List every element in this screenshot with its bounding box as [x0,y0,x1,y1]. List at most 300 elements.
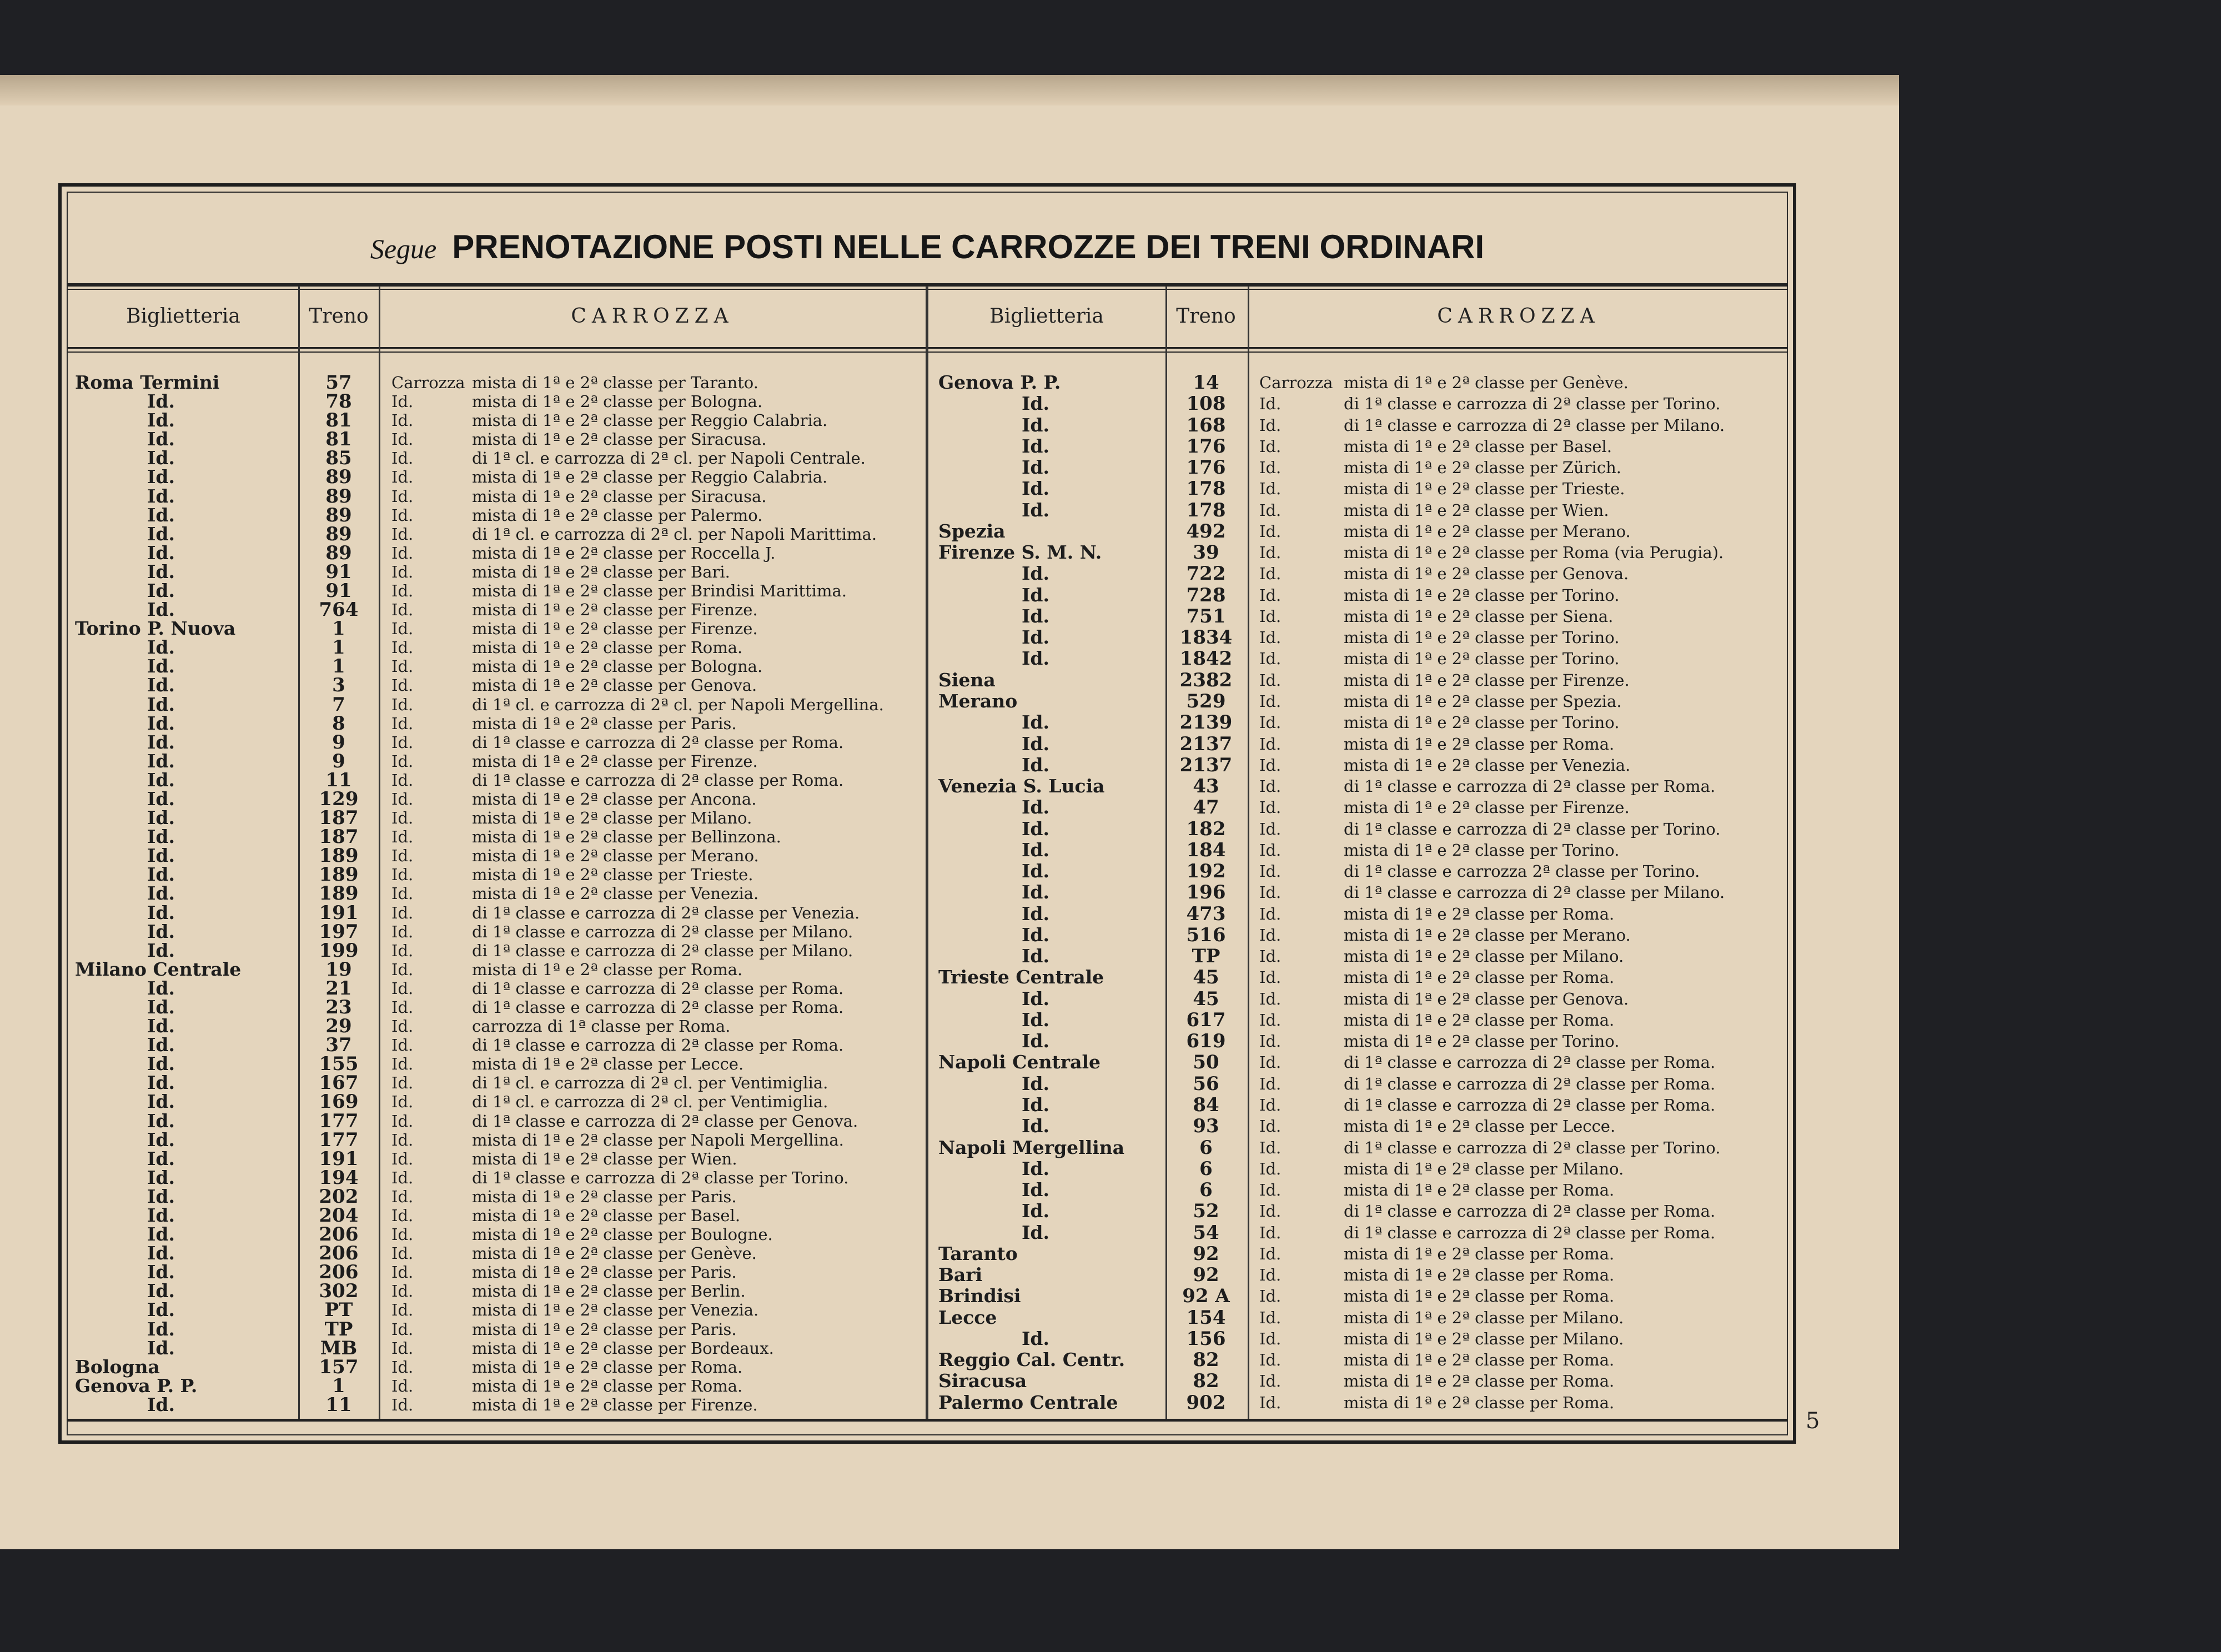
train-number: 189 [319,845,359,867]
carriage-description: mista di 1ª e 2ª classe per Zürich. [1344,458,1622,478]
train-number: 54 [1193,1221,1219,1244]
station-name: Id. [1022,1115,1049,1137]
train-number: 57 [325,371,352,394]
carrozza-label: Id. [1259,564,1282,584]
col-divider [379,286,380,1419]
carrozza-label: Id. [1259,989,1282,1008]
station-name: Genova P. P. [75,1374,198,1397]
carrozza-label: Id. [391,1357,414,1377]
carrozza-label: Id. [1259,755,1282,775]
train-number: 108 [1186,393,1226,415]
train-number: 47 [1193,796,1219,819]
carriage-description: mista di 1ª e 2ª classe per Firenze. [1344,670,1630,690]
train-number: 191 [319,1147,359,1170]
station-name: Id. [147,1223,175,1246]
carrozza-label: Id. [391,392,414,411]
station-name: Id. [1022,1008,1049,1031]
train-number: 199 [319,939,359,962]
page-number: 5 [1806,1408,1820,1434]
carrozza-label: Id. [391,619,414,639]
train-number: 191 [319,901,359,924]
station-name: Brindisi [938,1285,1021,1307]
carrozza-label: Id. [391,827,414,847]
train-number: 52 [1193,1200,1219,1223]
station-name: Id. [1022,414,1049,436]
carriage-description: mista di 1ª e 2ª classe per Palermo. [472,505,763,525]
train-number: 82 [1193,1349,1219,1372]
station-name: Id. [147,1128,175,1151]
carriage-description: mista di 1ª e 2ª classe per Torino. [1344,649,1620,669]
carriage-description: mista di 1ª e 2ª classe per Roma. [472,960,743,979]
station-name: Id. [1022,647,1049,670]
header-treno: Treno [1176,305,1236,328]
station-name: Reggio Cal. Centr. [938,1349,1125,1371]
station-name: Id. [147,1299,175,1321]
carrozza-label: Id. [391,581,414,600]
carrozza-label: Id. [391,676,414,695]
col-divider [298,286,300,1419]
train-number: 6 [1199,1136,1213,1159]
carriage-description: di 1ª classe e carrozza di 2ª classe per Torino. [1344,394,1721,414]
carriage-description: di 1ª classe e carrozza di 2ª classe per Genova. [472,1111,858,1131]
train-number: 14 [1193,371,1219,394]
station-name: Id. [1022,1200,1049,1222]
carriage-description: mista di 1ª e 2ª classe per Torino. [1344,1032,1620,1051]
train-number: 37 [325,1034,352,1057]
carriage-description: mista di 1ª e 2ª classe per Bologna. [472,657,763,676]
carriage-description: mista di 1ª e 2ª classe per Siracusa. [472,430,767,449]
carriage-description: mista di 1ª e 2ª classe per Firenze. [472,1395,758,1414]
carriage-description: mista di 1ª e 2ª classe per Merano. [1344,521,1631,541]
carrozza-label: Id. [391,1036,414,1055]
carrozza-label: Id. [391,770,414,790]
station-name: Id. [147,447,175,469]
carrozza-label: Id. [1259,1266,1282,1285]
carriage-description: mista di 1ª e 2ª classe per Paris. [472,1187,737,1206]
station-name: Id. [1022,902,1049,925]
train-number: PT [324,1299,353,1322]
train-number: 81 [325,409,352,432]
carrozza-label: Id. [391,1073,414,1093]
carriage-description: mista di 1ª e 2ª classe per Milano. [1344,1329,1624,1348]
carriage-description: mista di 1ª e 2ª classe per Genova. [1344,564,1629,584]
train-number: 7 [332,693,345,716]
station-name: Id. [147,636,175,659]
train-number: 23 [325,996,352,1018]
station-name: Id. [147,1072,175,1094]
train-number: 11 [325,769,352,791]
train-number: 722 [1186,563,1226,585]
station-name: Id. [147,580,175,601]
carrozza-label: Id. [1259,479,1282,499]
station-name: Id. [147,674,175,696]
train-number: 11 [325,1393,352,1416]
train-number: 187 [319,826,359,848]
carrozza-label: Id. [391,960,414,979]
carriage-description: mista di 1ª e 2ª classe per Siena. [1344,606,1614,626]
carriage-description: di 1ª classe e carrozza di 2ª classe per Venezia. [472,903,860,922]
carriage-description: mista di 1ª e 2ª classe per Bologna. [472,392,763,411]
station-name: Id. [147,1185,175,1207]
carriage-description: mista di 1ª e 2ª classe per Paris. [472,1319,737,1339]
carrozza-label: Id. [1259,1181,1282,1200]
station-name: Bari [938,1264,983,1286]
carriage-description: di 1ª classe e carrozza di 2ª classe per Roma. [1344,777,1716,796]
carrozza-label: Id. [1259,1329,1282,1348]
carrozza-label: Id. [1259,819,1282,838]
carriage-description: mista di 1ª e 2ª classe per Firenze. [1344,798,1630,817]
carrozza-label: Id. [1259,394,1282,414]
station-name: Id. [147,523,175,545]
carrozza-label: Id. [1259,862,1282,881]
station-name: Spezia [938,520,1006,542]
carrozza-label: Id. [391,1263,414,1282]
carriage-description: di 1ª cl. e carrozza di 2ª cl. per Ventimiglia. [472,1073,828,1093]
carriage-description: mista di 1ª e 2ª classe per Roma. [1344,734,1615,754]
carriage-description: mista di 1ª e 2ª classe per Lecce. [1344,1117,1616,1136]
carrozza-label: Id. [391,865,414,885]
carriage-description: mista di 1ª e 2ª classe per Roma. [1344,1244,1615,1263]
train-number: 529 [1186,690,1226,712]
train-number: 176 [1186,435,1226,458]
carrozza-label: Id. [1259,1032,1282,1051]
carrozza-label: Id. [391,430,414,449]
carriage-description: mista di 1ª e 2ª classe per Firenze. [472,619,758,639]
carrozza-label: Id. [1259,1117,1282,1136]
train-number: 6 [1199,1157,1213,1180]
carriage-description: mista di 1ª e 2ª classe per Genève. [1344,373,1629,392]
carrozza-label: Id. [1259,500,1282,520]
train-number: 9 [332,750,345,772]
station-name: Id. [1022,881,1049,903]
station-name: Id. [1022,838,1049,861]
station-name: Roma Termini [75,371,220,393]
station-name: Id. [1022,1157,1049,1179]
station-name: Id. [147,560,175,583]
train-number: 1842 [1179,647,1233,670]
train-number: 189 [319,882,359,905]
station-name: Id. [147,1147,175,1169]
carrozza-label: Id. [391,1395,414,1414]
train-number: 187 [319,807,359,830]
carrozza-label: Id. [391,1225,414,1244]
train-number: 184 [1186,838,1226,861]
train-number: 8 [332,712,345,735]
header-treno: Treno [309,305,369,328]
train-number: TP [1192,945,1220,968]
carriage-description: mista di 1ª e 2ª classe per Roma. [472,638,743,657]
carriage-description: di 1ª classe e carrozza di 2ª classe per Roma. [1344,1053,1716,1072]
carrozza-label: Id. [1259,734,1282,754]
train-number: 751 [1186,605,1226,627]
carriage-description: mista di 1ª e 2ª classe per Roma. [1344,1266,1615,1285]
carriage-description: mista di 1ª e 2ª classe per Genève. [472,1244,757,1263]
carrozza-label: Id. [391,1055,414,1074]
carriage-description: mista di 1ª e 2ª classe per Genova. [1344,989,1629,1008]
train-number: 89 [325,466,352,489]
col-divider [1248,286,1249,1419]
carriage-description: mista di 1ª e 2ª classe per Torino. [1344,840,1620,860]
title-prefix: Segue [370,233,437,264]
train-number: 156 [1186,1327,1226,1350]
carriage-description: mista di 1ª e 2ª classe per Spezia. [1344,691,1622,711]
station-name: Id. [1022,1179,1049,1201]
carrozza-label: Id. [391,732,414,752]
station-name: Id. [147,1109,175,1132]
header-biglietteria: Biglietteria [126,305,240,328]
carriage-description: di 1ª classe e carrozza di 2ª classe per Roma. [1344,1096,1716,1115]
carriage-description: mista di 1ª e 2ª classe per Roma. [1344,904,1615,923]
carrozza-label: Carrozza [1259,373,1333,392]
carrozza-label: Id. [391,449,414,468]
train-number: 182 [1186,817,1226,840]
carrozza-label: Id. [1259,1138,1282,1157]
carriage-description: mista di 1ª e 2ª classe per Reggio Calabria. [472,411,828,430]
carrozza-label: Id. [1259,1074,1282,1093]
station-name: Siena [938,669,996,691]
carrozza-label: Id. [391,903,414,922]
carrozza-label: Id. [391,1187,414,1206]
carrozza-label: Id. [391,1282,414,1301]
station-name: Id. [1022,584,1049,606]
carriage-description: mista di 1ª e 2ª classe per Reggio Calabria. [472,468,828,487]
carriage-description: di 1ª classe e carrozza di 2ª classe per Roma. [1344,1202,1716,1221]
station-name: Palermo Centrale [938,1391,1118,1413]
carrozza-label: Id. [1259,649,1282,669]
train-number: 19 [325,958,352,981]
station-name: Id. [147,1166,175,1188]
train-number: 45 [1193,987,1219,1010]
carrozza-label: Id. [1259,840,1282,860]
carrozza-label: Id. [1259,415,1282,435]
carriage-description: mista di 1ª e 2ª classe per Milano. [1344,1308,1624,1327]
carrozza-label: Id. [391,1168,414,1187]
station-name: Id. [147,1204,175,1226]
carriage-description: mista di 1ª e 2ª classe per Taranto. [472,373,758,392]
carrozza-label: Id. [1259,628,1282,647]
carrozza-label: Id. [1259,521,1282,541]
header-carrozza: CARROZZA [571,305,734,328]
train-number: 3 [332,674,345,697]
carrozza-label: Id. [391,714,414,733]
carriage-description: di 1ª classe e carrozza 2ª classe per Torino. [1344,862,1700,881]
station-name: Taranto [938,1242,1018,1264]
train-number: 204 [319,1204,359,1227]
carrozza-label: Id. [391,1319,414,1339]
carrozza-label: Id. [1259,1053,1282,1072]
station-name: Id. [147,788,175,810]
carrozza-label: Id. [391,638,414,657]
train-number: 619 [1186,1030,1226,1053]
train-number: 167 [319,1072,359,1094]
carrozza-label: Id. [391,978,414,998]
train-number: 82 [1193,1370,1219,1393]
train-number: 39 [1193,541,1219,564]
carrozza-label: Id. [1259,1159,1282,1178]
carrozza-label: Id. [391,884,414,903]
train-number: 6 [1199,1179,1213,1202]
station-name: Id. [147,996,175,1018]
train-number: 45 [1193,966,1219,989]
train-number: 206 [319,1242,359,1265]
station-name: Id. [1022,456,1049,479]
carrozza-label: Id. [391,695,414,714]
train-number: 92 [1193,1242,1219,1265]
carriage-description: mista di 1ª e 2ª classe per Roma. [1344,1393,1615,1412]
train-number: 202 [319,1185,359,1208]
train-number: 728 [1186,584,1226,606]
carriage-description: mista di 1ª e 2ª classe per Roma. [1344,1181,1615,1200]
carrozza-label: Id. [1259,947,1282,966]
carrozza-label: Id. [1259,1393,1282,1412]
carriage-description: di 1ª cl. e carrozza di 2ª cl. per Ventimiglia. [472,1092,828,1112]
carrozza-label: Id. [1259,436,1282,456]
carriage-description: mista di 1ª e 2ª classe per Firenze. [472,600,758,620]
carrozza-label: Id. [1259,1372,1282,1391]
train-number: 78 [325,390,352,413]
station-name: Id. [147,750,175,772]
carrozza-label: Id. [1259,1202,1282,1221]
carriage-description: mista di 1ª e 2ª classe per Wien. [1344,500,1609,520]
station-name: Id. [1022,563,1049,585]
station-name: Id. [147,1280,175,1302]
train-number: 1 [332,636,345,659]
train-number: 91 [325,580,352,602]
train-number: 194 [319,1166,359,1189]
carriage-description: mista di 1ª e 2ª classe per Venezia. [472,884,759,903]
station-name: Id. [147,1242,175,1264]
carrozza-label: Id. [391,846,414,866]
station-name: Id. [1022,923,1049,946]
train-number: 89 [325,485,352,508]
carriage-description: mista di 1ª e 2ª classe per Roma. [472,1357,743,1377]
station-name: Id. [1022,1030,1049,1052]
station-name: Id. [147,1015,175,1037]
carriage-description: mista di 1ª e 2ª classe per Torino. [1344,713,1620,732]
center-divider [926,286,928,1419]
station-name: Torino P. Nuova [75,617,236,640]
train-number: 196 [1186,881,1226,904]
station-name: Genova P. P. [938,371,1061,393]
carriage-description: mista di 1ª e 2ª classe per Roma (via Perugia). [1344,543,1724,563]
carriage-description: mista di 1ª e 2ª classe per Basel. [472,1206,741,1225]
train-number: 169 [319,1091,359,1113]
train-number: 21 [325,977,352,1000]
carriage-description: mista di 1ª e 2ª classe per Berlin. [472,1282,746,1301]
station-name: Id. [1022,987,1049,1010]
carriage-description: mista di 1ª e 2ª classe per Bellinzona. [472,827,781,847]
train-number: 9 [332,731,345,754]
carriage-description: di 1ª classe e carrozza di 2ª classe per Torino. [472,1168,849,1187]
carrozza-label: Id. [1259,1096,1282,1115]
bottom-rule [67,1419,1788,1422]
carrozza-label: Id. [391,411,414,430]
carrozza-label: Id. [391,524,414,544]
header-carrozza: CARROZZA [1437,305,1600,328]
carrozza-label: Id. [1259,543,1282,563]
carriage-description: mista di 1ª e 2ª classe per Milano. [1344,1159,1624,1178]
station-name: Id. [147,693,175,715]
carriage-description: mista di 1ª e 2ª classe per Roma. [1344,1350,1615,1370]
carriage-description: di 1ª classe e carrozza di 2ª classe per Roma. [472,978,844,998]
train-number: 92 [1193,1264,1219,1287]
carrozza-label: Id. [391,562,414,581]
train-number: 43 [1193,775,1219,798]
carriage-description: mista di 1ª e 2ª classe per Trieste. [1344,479,1625,499]
carriage-description: mista di 1ª e 2ª classe per Basel. [1344,436,1612,456]
carriage-description: di 1ª classe e carrozza di 2ª classe per Roma. [472,770,844,790]
carrozza-label: Id. [391,1092,414,1112]
header-biglietteria: Biglietteria [989,305,1104,328]
carrozza-label: Id. [391,1149,414,1168]
carriage-description: di 1ª classe e carrozza di 2ª classe per Milano. [472,941,853,960]
carriage-description: di 1ª classe e carrozza di 2ª classe per Milano. [1344,883,1725,902]
carriage-description: mista di 1ª e 2ª classe per Trieste. [472,865,753,885]
train-number: 154 [1186,1306,1226,1329]
carriage-description: di 1ª classe e carrozza di 2ª classe per Milano. [472,922,853,941]
station-name: Id. [147,599,175,621]
col-divider [1165,286,1167,1419]
carriage-description: mista di 1ª e 2ª classe per Lecce. [472,1055,744,1074]
carrozza-label: Id. [1259,458,1282,478]
carrozza-label: Id. [391,1130,414,1149]
carriage-description: mista di 1ª e 2ª classe per Firenze. [472,751,758,771]
station-name: Id. [147,731,175,753]
carrozza-label: Id. [1259,798,1282,817]
train-number: 29 [325,1015,352,1038]
station-name: Id. [1022,499,1049,521]
station-name: Id. [1022,626,1049,649]
carriage-description: mista di 1ª e 2ª classe per Bari. [472,562,730,581]
train-number: 89 [325,504,352,526]
carriage-description: mista di 1ª e 2ª classe per Roma. [1344,1372,1615,1391]
carriage-description: mista di 1ª e 2ª classe per Merano. [472,846,759,866]
carrozza-label: Id. [1259,1308,1282,1327]
title-main: PRENOTAZIONE POSTI NELLE CARROZZE DEI TRENI ORDINARI [452,228,1485,265]
station-name: Id. [1022,478,1049,500]
station-name: Id. [147,428,175,450]
train-number: 617 [1186,1008,1226,1031]
carrozza-label: Id. [391,1244,414,1263]
train-number: 84 [1193,1094,1219,1117]
carriage-description: mista di 1ª e 2ª classe per Torino. [1344,628,1620,647]
carrozza-label: Id. [391,922,414,941]
station-name: Trieste Centrale [938,966,1104,988]
station-name: Id. [147,863,175,886]
train-number: 197 [319,920,359,943]
station-name: Napoli Mergellina [938,1136,1125,1158]
station-name: Id. [1022,393,1049,415]
station-name: Id. [147,485,175,507]
train-number: 56 [1193,1072,1219,1095]
station-name: Id. [147,1393,175,1415]
station-name: Id. [147,1337,175,1359]
carriage-description: mista di 1ª e 2ª classe per Paris. [472,1263,737,1282]
train-number: 764 [319,599,359,621]
carrozza-label: Id. [1259,883,1282,902]
carrozza-label: Id. [391,657,414,676]
train-number: 1 [332,1374,345,1397]
carrozza-label: Id. [1259,925,1282,945]
carriage-description: di 1ª cl. e carrozza di 2ª cl. per Napoli Centrale. [472,449,866,468]
carriage-description: mista di 1ª e 2ª classe per Brindisi Marittima. [472,581,847,600]
carriage-description: di 1ª cl. e carrozza di 2ª cl. per Napoli Mergellina. [472,695,884,714]
carrozza-label: Id. [391,1206,414,1225]
carrozza-label: Id. [391,790,414,809]
station-name: Id. [1022,435,1049,457]
station-name: Id. [1022,605,1049,627]
carrozza-label: Id. [391,486,414,506]
